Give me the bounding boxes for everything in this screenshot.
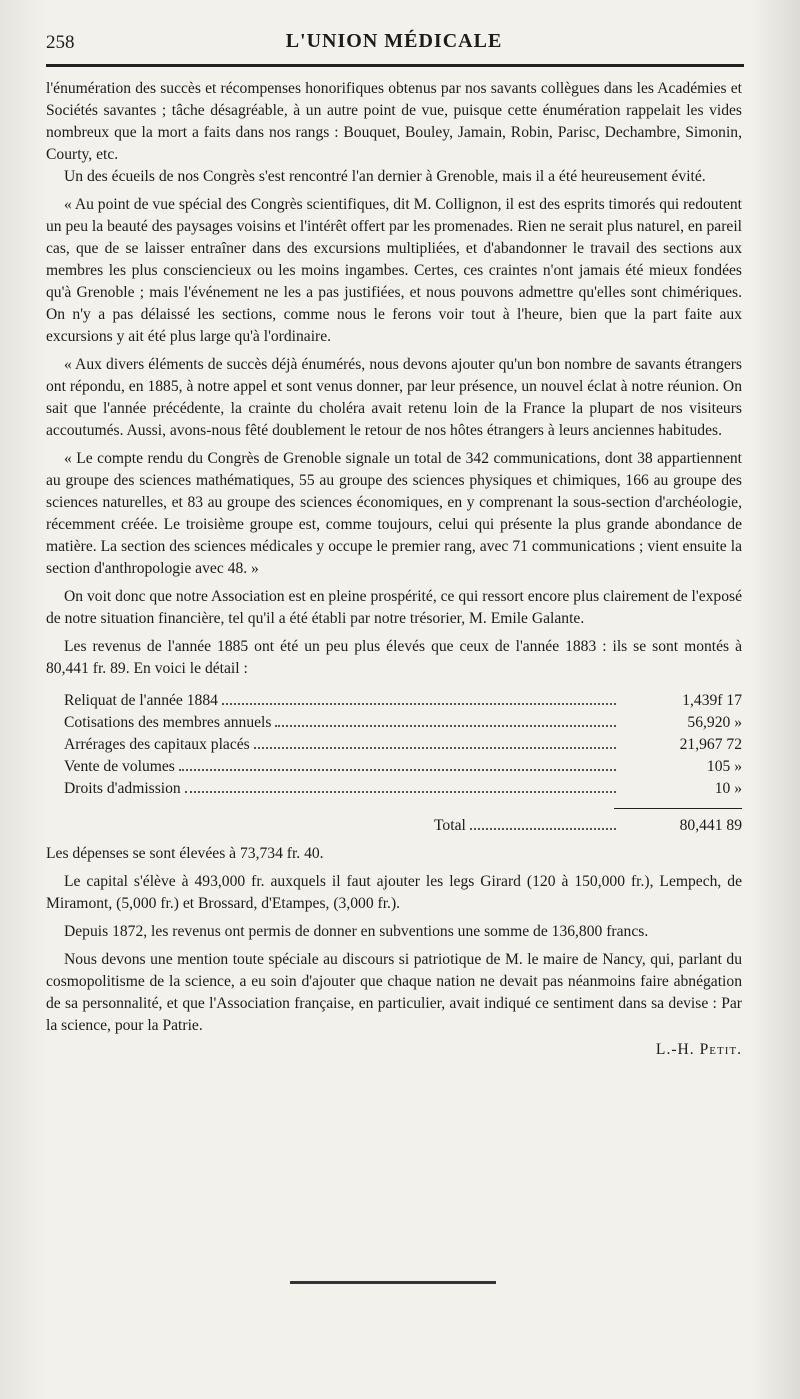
ledger-row [64, 712, 742, 734]
paragraph: Les revenus de l'année 1885 ont été un peu plus élevés que ceux de l'année 1883 : ils se sont montés à 80,441 fr. 89. En voici le détail : [46, 638, 742, 677]
paragraph: « Le compte rendu du Congrès de Grenoble signale un total de 342 communications, dont 38 appartiennent au groupe des sciences mathématiques, 55 au groupe des sciences physiques et chimiques, 166 au groupe des sciences naturelles, et 83 au groupe des sciences économiques, en y comprenant la sous-section d'archéologie, récemment créée. Le troisième groupe est, comme toujours, celui qui présente la plus grande abondance de matière. La section des sciences médicales y occupe le premier rang, avec 71 communications ; vient ensuite la section d'anthropologie avec 48. » [46, 450, 742, 577]
ledger-label: Droits d'admission [64, 780, 181, 797]
end-rule [290, 1281, 496, 1284]
ledger-amount: 21,967 72 [679, 736, 742, 753]
ledger-label: Vente de volumes [64, 758, 175, 775]
total-label: Total [434, 817, 466, 834]
leader-dots [179, 769, 616, 771]
total-amount: 80,441 89 [679, 817, 742, 834]
ledger-row [64, 734, 742, 756]
ledger-amount: 10 » [714, 780, 742, 797]
ledger-amount: 56,920 » [687, 714, 742, 731]
ledger-row [64, 778, 742, 800]
paragraph: « Au point de vue spécial des Congrès scientifiques, dit M. Collignon, il est des esprits timorés qui redoutent un peu la beauté des paysages voisins et l'intérêt offert par les promenades. Rien ne serait plus naturel, en pareil cas, que de se laisser entraîner dans des excursions multipliées, et d'abandonner le travail des sections aux membres les plus consciencieux ou les moins ingambes. Certes, ces craintes n'ont jamais été mieux fondées qu'à Grenoble ; mais l'événement ne les a pas justifiées, et nous pouvons admettre qu'elles sont chimériques. On n'y a pas délaissé les sections, comme nous le ferons voir tout à l'heure, bien que la part faite aux excursions y ait été plus large qu'à l'ordinaire. [46, 196, 742, 345]
running-title: L'UNION MÉDICALE [285, 30, 503, 52]
paragraph: Les dépenses se sont élevées à 73,734 fr. 40. [46, 845, 324, 862]
ledger-row [64, 690, 742, 712]
paragraph: Depuis 1872, les revenus ont permis de donner en subventions une somme de 136,800 francs. [64, 923, 649, 940]
leader-dots [254, 747, 616, 749]
leader-dots [185, 791, 616, 793]
ledger-amount: 1,439f 17 [682, 692, 742, 709]
revenue-ledger [64, 690, 742, 837]
paragraph: l'énumération des succès et récompenses honorifiques obtenus par nos savants collègues dans les Académies et Sociétés savantes ; tâche désagréable, à un autre point de vue, puisque cette énumération rappelait les vides nombreux que la mort a faits dans nos rangs : Bouquet, Bouley, Jamain, Robin, Parisc, Dechambre, Simonin, Courty, etc. [46, 80, 742, 163]
ledger-row [64, 756, 742, 778]
article-body [46, 78, 742, 1061]
paragraph: Le capital s'élève à 493,000 fr. auxquels il faut ajouter les legs Girard (120 à 150,000 fr.), Lempech, de Miramont, (5,000 fr.) et Brossard, d'Etampes, (3,000 fr.). [46, 873, 742, 912]
paragraph: Nous devons une mention toute spéciale au discours si patriotique de M. le maire de Nancy, qui, parlant du cosmopolitisme de la science, a eu soin d'ajouter que chaque nation ne devait pas néanmoins faire abnégation de sa personnalité, et que l'Association française, en particulier, avait indiqué ce sentiment dans sa devise : Par la science, pour la Patrie. [46, 951, 742, 1034]
paragraph: On voit donc que notre Association est en pleine prospérité, ce qui ressort encore plus clairement de l'exposé de notre situation financière, tel qu'il a été établi par notre trésorier, M. Emile Galante. [46, 588, 742, 627]
ledger-label: Cotisations des membres annuels [64, 714, 272, 731]
page-number: 258 [46, 32, 75, 53]
paragraph: « Aux divers éléments de succès déjà énumérés, nous devons ajouter qu'un bon nombre de savants étrangers ont répondu, en 1885, à notre appel et sont venus donner, par leur présence, un nouvel éclat à notre réunion. On sait que l'année précédente, la crainte du choléra avait retenu loin de la France la plupart de nos visiteurs accoutumés. Aussi, avons-nous fêté doublement le retour de nos hôtes étrangers à leurs anciennes habitudes. [46, 356, 742, 439]
header-rule [46, 64, 744, 67]
paragraph: Un des écueils de nos Congrès s'est rencontré l'an dernier à Grenoble, mais il a été heureusement évité. [64, 168, 706, 185]
leader-dots [222, 703, 616, 705]
leader-dots [470, 828, 616, 830]
total-rule [614, 808, 742, 809]
ledger-amount: 105 » [706, 758, 742, 775]
ledger-total-row [64, 815, 742, 837]
ledger-label: Arrérages des capitaux placés [64, 736, 250, 753]
ledger-label: Reliquat de l'année 1884 [64, 692, 218, 709]
leader-dots [275, 725, 616, 727]
author-signature: L.-H. Petit. [655, 1041, 742, 1058]
page-header [46, 28, 742, 58]
